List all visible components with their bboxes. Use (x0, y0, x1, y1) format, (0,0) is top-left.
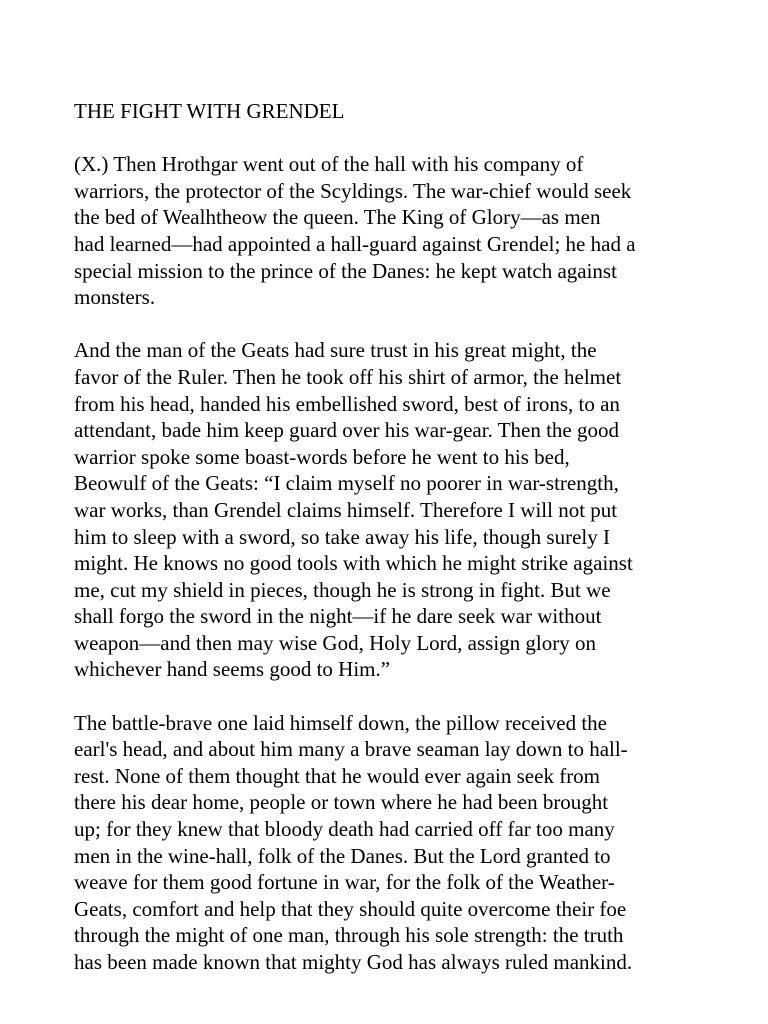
paragraph (74, 710, 714, 976)
text-line: him to sleep with a sword, so take away his life, though surely I (74, 524, 610, 549)
text-line: Beowulf of the Geats: “I claim myself no poorer in war-strength, (74, 471, 619, 496)
text-line: whichever hand seems good to Him.” (74, 657, 391, 682)
text-line: through the might of one man, through his sole strength: the truth (74, 923, 624, 948)
text-line: favor of the Ruler. Then he took off his shirt of armor, the helmet (74, 364, 622, 389)
text-line: shall forgo the sword in the night—if he dare seek war without (74, 604, 602, 629)
text-line: rest. None of them thought that he would ever again seek from (74, 763, 601, 788)
text-line: earl's head, and about him many a brave seaman lay down to hall- (74, 737, 628, 762)
text-line: And the man of the Geats had sure trust in his great might, the (74, 338, 597, 363)
text-line: weapon—and then may wise God, Holy Lord, assign glory on (74, 630, 596, 655)
document-page (74, 98, 714, 1002)
text-line: warrior spoke some boast-words before he went to his bed, (74, 444, 570, 469)
text-line: weave for them good fortune in war, for the folk of the Weather- (74, 870, 615, 895)
text-line: up; for they knew that bloody death had carried off far too many (74, 817, 615, 842)
text-line: me, cut my shield in pieces, though he is strong in fight. But we (74, 577, 611, 602)
text-line: had learned—had appointed a hall-guard against Grendel; he had a (74, 231, 636, 256)
text-line: attendant, bade him keep guard over his war-gear. Then the good (74, 418, 620, 443)
text-line: might. He knows no good tools with which he might strike against (74, 551, 633, 576)
text-line: Geats, comfort and help that they should quite overcome their foe (74, 896, 627, 921)
text-line: The battle-brave one laid himself down, the pillow received the (74, 710, 607, 735)
text-line: from his head, handed his embellished sword, best of irons, to an (74, 391, 620, 416)
text-line: men in the wine-hall, folk of the Danes. But the Lord granted to (74, 843, 611, 868)
text-line: monsters. (74, 285, 156, 310)
document-title: THE FIGHT WITH GRENDEL (74, 99, 345, 123)
text-line: special mission to the prince of the Danes: he kept watch against (74, 258, 617, 283)
text-line: warriors, the protector of the Scyldings. The war-chief would seek (74, 178, 632, 203)
text-line: war works, than Grendel claims himself. Therefore I will not put (74, 497, 618, 522)
text-line: has been made known that mighty God has always ruled mankind. (74, 950, 633, 974)
text-line: there his dear home, people or town where he had been brought (74, 790, 609, 815)
text-line: the bed of Wealhtheow the queen. The King of Glory—as men (74, 205, 601, 230)
text-line: (X.) Then Hrothgar went out of the hall with his company of (74, 152, 584, 177)
paragraph (74, 151, 714, 311)
paragraph (74, 337, 714, 683)
